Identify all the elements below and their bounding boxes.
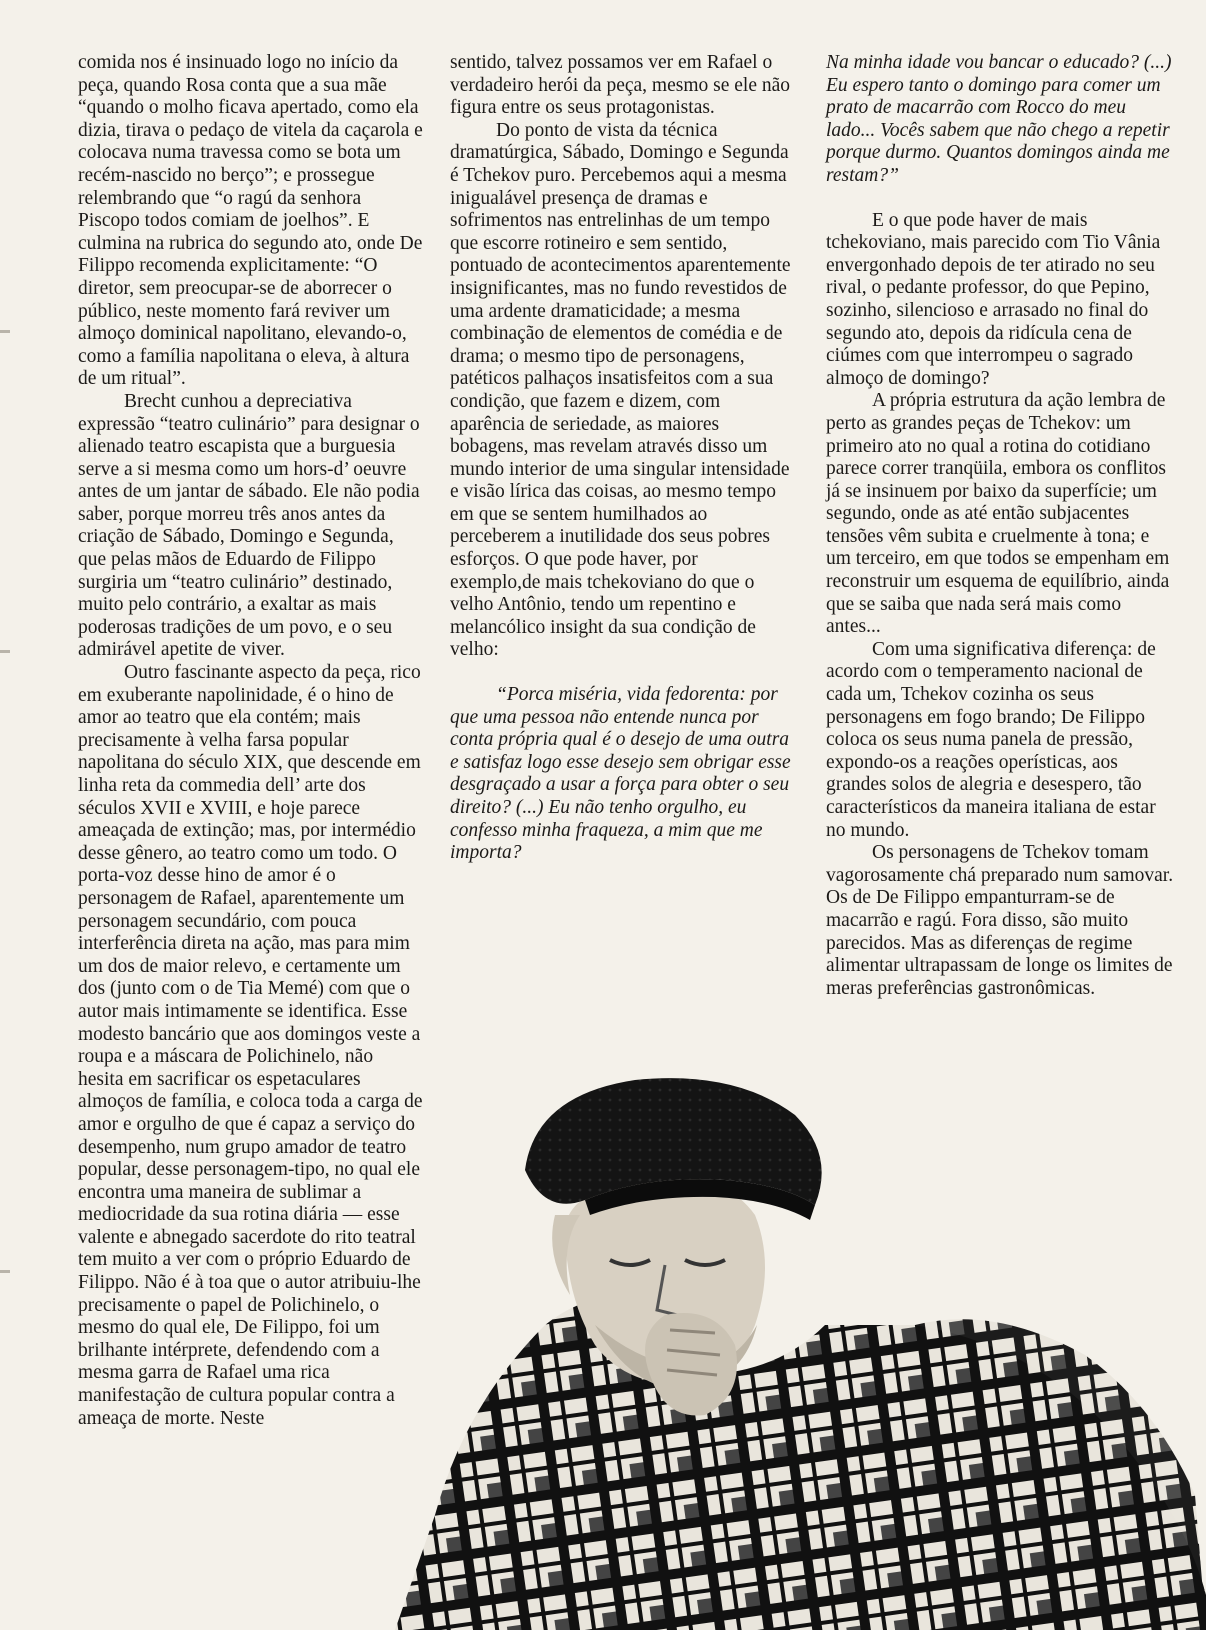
paragraph: Os personagens de Tchekov tomam vagorosamente chá preparado num samovar. Os de De Filippo empanturram-se de macarrão e ragú. Fora disso, são muito parecidos. Mas as diferenças de regime alimentar ultrapassam de longe os limites de meras preferências gastronômicas. — [826, 842, 1174, 999]
text-column-1 — [78, 52, 423, 1430]
paragraph: E o que pode haver de mais tchekoviano, mais parecido com Tio Vânia envergonhado depois de ter atirado no seu rival, o pedante professor, do que Pepino, sozinho, silencioso e arrasado no final do segundo ato, depois da ridícula cena de ciúmes com que interrompeu o sagrado almoço de domingo? — [826, 209, 1161, 389]
binding-staple-mark — [0, 1270, 10, 1273]
paragraph-spacer — [826, 188, 1178, 210]
paragraph: sentido, talvez possamos ver em Rafael o verdadeiro herói da peça, mesmo se ele não figura entre os seus protagonistas. — [450, 52, 791, 119]
paragraph-spacer — [450, 662, 792, 684]
text-column-3 — [826, 52, 1178, 1000]
quotation: “Porca miséria, vida fedorenta: por que uma pessoa não entende nunca por conta própria qual é o desejo de uma outra e satisfaz logo esse desejo sem obrigar esse desgraçado a usar a força para obter o seu direito? (...) Eu não tenho orgulho, eu confesso minha fraqueza, a mim que me importa? — [450, 684, 791, 864]
paragraph: Com uma significativa diferença: de acordo com o temperamento nacional de cada um, Tchekov cozinha os seus personagens em fogo brando; De Filippo coloca os seus numa panela de pressão, expondo-os a reações operísticas, aos grandes solos de alegria e desespero, tão característicos da maneira italiana de estar no mundo. — [826, 638, 1156, 841]
paragraph: Outro fascinante aspecto da peça, rico em exuberante napolinidade, é o hino de amor ao teatro que ela contém; mais precisamente à velha farsa popular napolitana do século XIX, que descende em linha reta da commedia dell’ arte dos séculos XVII e XVIII, e hoje parece ameaçada de extinção; mas, por intermédio desse gênero, ao teatro como um todo. O porta-voz desse hino de amor é o personagem de Rafael, aparentemente um personagem secundário, com pouca interferência direta na ação, mas para mim um dos de maior relevo, e certamente um dos (junto com o de Tia Memé) com que o autor mais intimamente se identifica. Esse modesto bancário que aos domingos veste a roupa e a máscara de Polichinelo, não hesita em sacrificar os espetaculares almoços de família, e coloca toda a carga de amor e orgulho de que é capaz a serviço do desempenho, num grupo amador de teatro popular, desse personagem-tipo, no qual ele encontra uma maneira de sublimar a mediocridade da sua rotina diária — esse valente e abnegado sacerdote do rito teatral tem muito a ver com o próprio Eduardo de Filippo. Não é à toa que o autor atribuiu-lhe precisamente o papel de Polichinelo, o mesmo do qual ele, De Filippo, foi um brilhante intérprete, defendendo com a mesma garra de Rafael uma rica manifestação de cultura popular contra a ameaça de morte. Neste — [78, 662, 423, 1429]
binding-staple-mark — [0, 650, 10, 653]
paragraph: Brecht cunhou a depreciativa expressão “teatro culinário” para designar o alienado teatro escapista que a burguesia serve a si mesma como um hors-d’ oeuvre antes de um jantar de sábado. Ele não podia saber, porque morreu três anos antes da criação de Sábado, Domingo e Segunda, que pelas mãos de Eduardo de Filippo surgiria um “teatro culinário” destinado, muito pelo contrário, a exaltar as mais poderosas tradições de um povo, e o seu admirável apetite de viver. — [78, 390, 420, 661]
paragraph: Do ponto de vista da técnica dramatúrgica, Sábado, Domingo e Segunda é Tchekov puro. Percebemos aqui a mesma inigualável presença de dramas e sofrimentos nas entrelinhas de um tempo que escorre rotineiro e sem sentido, pontuado de acontecimentos aparentemente insignificantes, mas no fundo revestidos de uma ardente dramaticidade; a mesma combinação de elementos de comédia e de drama; o mesmo tipo de personagens, patéticos palhaços insatisfeitos com a sua condição, que fazem e dizem, com aparência de seriedade, as maiores bobagens, mas revelam através disso um mundo interior de uma singular intensidade e visão lírica das coisas, ao mesmo tempo em que se sentem humilhados ao perceberem a inutilidade dos seus pobres esforços. O que pode haver, por exemplo,de mais tchekoviano do que o velho Antônio, tendo um repentino e melancólico insight da sua condição de velho: — [450, 119, 791, 661]
binding-staple-mark — [0, 330, 10, 333]
portrait-photo — [395, 1075, 1206, 1630]
quotation-continued: Na minha idade vou bancar o educado? (...) Eu espero tanto o domingo para comer um prato de macarrão com Rocco do meu lado... Vocês sabem que não chego a repetir porque durmo. Quantos domingos ainda me restam?” — [826, 52, 1172, 186]
paragraph: comida nos é insinuado logo no início da peça, quando Rosa conta que a sua mãe “quando o molho ficava apertado, como ela dizia, tirava o pedaço de vitela da caçarola e colocava numa travessa como se bota um recém-nascido no berço”; e prossegue relembrando que “o ragú da senhora Piscopo todos comiam de joelhos”. E culmina na rubrica do segundo ato, onde De Filippo recomenda explicitamente: “O diretor, sem preocupar-se de aborrecer o público, neste momento fará reviver um almoço dominical napolitano, elevando-o, como a família napolitana o eleva, à altura de um ritual”. — [78, 52, 423, 390]
text-column-2 — [450, 52, 792, 865]
paragraph: A própria estrutura da ação lembra de perto as grandes peças de Tchekov: um primeiro ato no qual a rotina do cotidiano parece correr tranqüila, embora os conflitos já se insinuem por baixo da superfície; um segundo, onde as até então subjacentes tensões vêm subita e cruelmente à tona; e um terceiro, em que todos se empenham em reconstruir um esquema de equilíbrio, ainda que se saiba que nada será mais como antes... — [826, 390, 1170, 638]
